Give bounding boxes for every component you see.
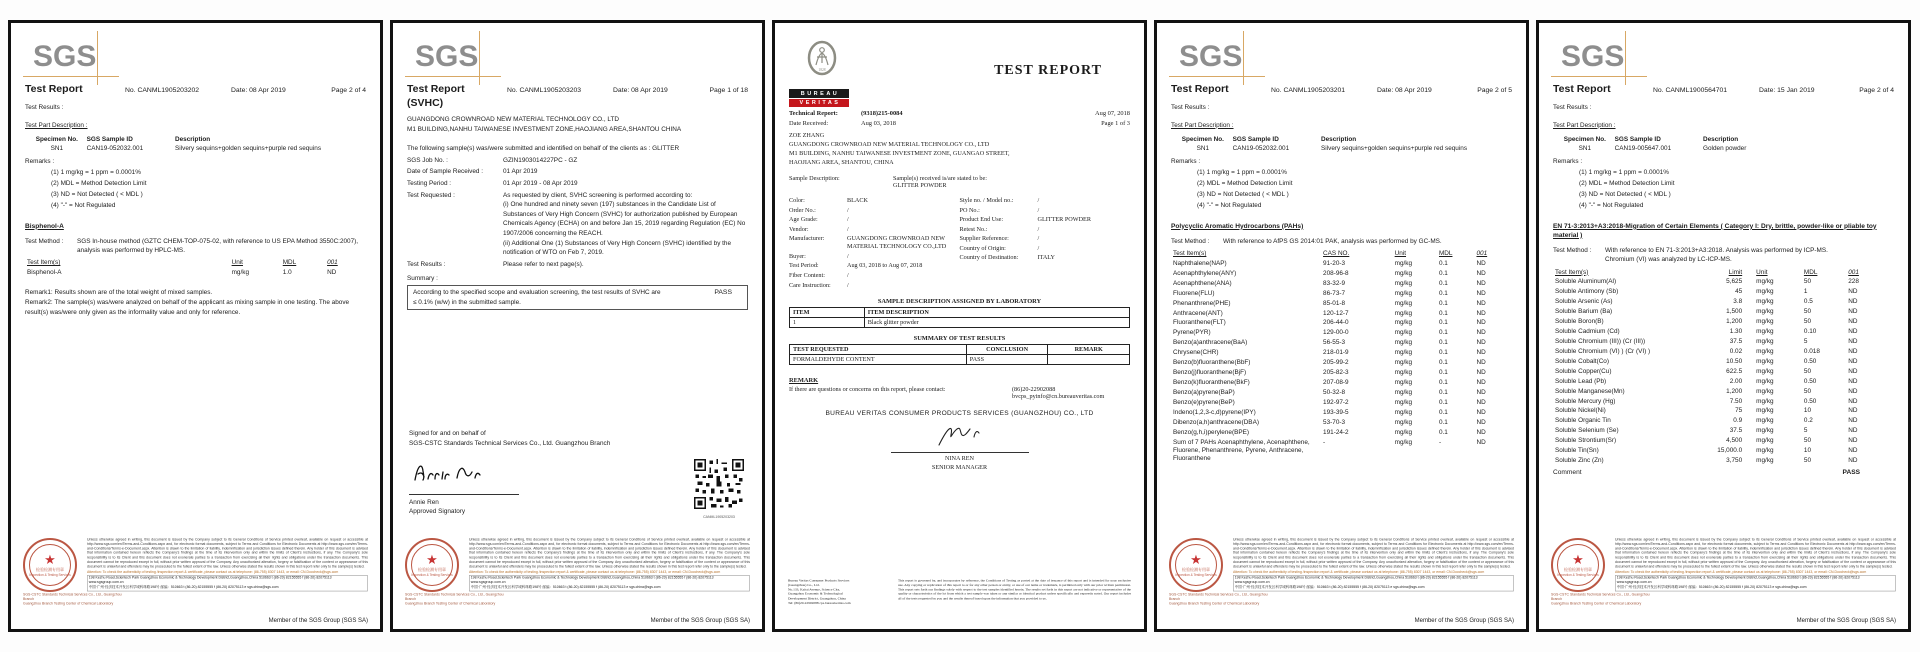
remark2: Remark2: The sample(s) was/were analyzed on behalf of the applicant as mixing sample in one testing. The above result(s) was/were only given as the informality value and only for reference. <box>25 298 350 316</box>
table-row: Color: BLACK <box>789 196 868 204</box>
sgs-footer <box>23 538 368 624</box>
disclaimer-text: Unless otherwise agreed in writing, this document is issued by the Company subject to its General Conditions of Service printed overleaf, available on request or accessible at http://www.sgs.com/en/Terms-and-Conditions.aspx and, for electronic format documents, subject to Terms and Conditions for Electronic Documents at http://www.sgs.com/en/Terms-and-Conditions/Terms-e-Document.aspx. Attention is drawn to the limitation of liability, indemnification and jurisdiction issues defined therein. Any holder of this document is advised that information contained hereon reflects the Company's findings at the time of its intervention only and within the limits of Client's instructions, if any. The Company's sole responsibility is to its Client and this document does not exonerate parties to a transaction from exercising all their rights and obligations under the transaction documents. This document cannot be reproduced except in full, without prior written approval of the Company. Any unauthorized alteration, forgery or falsification of the content or appearance of this document is unlawful and offenders may be prosecuted to the fullest extent of the law. Unless otherwise stated the results shown in this test report refer only to the sample(s) tested. <box>1615 537 1896 569</box>
pass-result: PASS <box>1842 469 1860 477</box>
summary-box: According to the specified scope and evaluation screening, the test results of SVHC are ≤ 0.1% (w/w) in the submitted sample. PASS <box>407 285 748 310</box>
report-header <box>407 83 748 95</box>
member-line: Member of the SGS Group (SGS SA) <box>1796 618 1896 624</box>
table-row: Benzo(k)fluoranthene(BkF) 207-08-9 mg/kg 0.1 ND <box>1173 379 1486 386</box>
bv-company-name: BUREAU VERITAS CONSUMER PRODUCTS SERVICES (GUANGZHOU) CO., LTD <box>825 410 1094 418</box>
summary-table: TEST REQUESTED CONCLUSION REMARK FORMALDEHYDE CONTENT PASS <box>789 344 1130 365</box>
sgs-logo: SGS <box>1179 37 1269 77</box>
table-row: Benzo(a)anthracene(BaA) 56-55-3 mg/kg 0.1 ND <box>1173 339 1486 347</box>
address-box <box>1233 575 1514 591</box>
logo-cross-line <box>1169 76 1265 77</box>
signatory-name: Annie Ren <box>409 498 439 506</box>
list-item: SGS-CSTC Standards Technical Services Co., Ltd., Guangzhou Branch <box>1551 592 1650 601</box>
table-row: Soluble Cadmium (Cd) 1.30 mg/kg 0.10 ND <box>1555 328 1858 336</box>
testing-period-row: Testing Period : 01 Apr 2019 - 08 Apr 2019 <box>407 180 578 188</box>
svg-text:1828: 1828 <box>818 68 826 72</box>
report-number: No. CANML1905203201 <box>1271 87 1346 94</box>
table-row: Indeno(1,2,3-c,d)pyrene(IPY) 193-39-5 mg/kg 0.1 ND <box>1173 408 1486 416</box>
table-row: Soluble Nickel(Ni) 75 mg/kg 10 ND <box>1555 407 1858 415</box>
list-item: Guangzhou Branch Testing Center of Chemical Laboratory <box>1169 601 1260 606</box>
test-method: Test Method : With reference to EN 71-3:2013+A3:2018. Analysis was performed by ICP-MS. Chromium (VI) was analyzed by LC-ICP-MS. <box>1553 247 1828 264</box>
bv-footer-address <box>788 579 894 606</box>
member-line: Member of the SGS Group (SGS SA) <box>268 618 368 624</box>
disclaimer-text: Unless otherwise agreed in writing, this document is issued by the Company subject to its General Conditions of Service printed overleaf, available on request or accessible at http://www.sgs.com/en/Terms-and-Conditions.aspx and, for electronic format documents, subject to Terms and Conditions for Electronic Documents at http://www.sgs.com/en/Terms-and-Conditions/Terms-e-Document.aspx. Attention is drawn to the limitation of liability, indemnification and jurisdiction issues defined therein. Any holder of this document is advised that information contained hereon reflects the Company's findings at the time of its intervention only and within the limits of Client's instructions, if any. The Company's sole responsibility is to its Client and this document does not exonerate parties to a transaction from exercising all their rights and obligations under the transaction documents. This document cannot be reproduced except in full, without prior written approval of the Company. Any unauthorized alteration, forgery or falsification of the content or appearance of this document is unlawful and offenders may be prosecuted to the fullest extent of the law. Unless otherwise stated the results shown in this test report refer only to the sample(s) tested. <box>87 537 368 569</box>
address-box <box>469 575 750 591</box>
remarks-list <box>25 167 366 212</box>
qr-code <box>694 459 744 519</box>
list-item: Development District, Guangzhou, China <box>788 597 846 601</box>
list-item: Bureau Veritas Consumer Products Services <box>788 579 850 583</box>
list-item: Guangzhou Economic & Technological <box>788 592 844 597</box>
summary-label: Summary : <box>407 274 438 282</box>
list-item: (3) ND = Not Detected ( < MDL ) <box>1579 191 1671 199</box>
remarks-label: Remarks : <box>1171 158 1201 166</box>
table-row: Dibenzo(a,h)anthracene(DBA) 53-70-3 mg/kg 0.1 ND <box>1173 418 1486 426</box>
sample-fields <box>789 197 1130 291</box>
table-row: Soluble Copper(Cu) 622.5 mg/kg 50 ND <box>1555 367 1858 375</box>
star-icon: ★ <box>1190 551 1202 567</box>
section-title: EN 71-3:2013+A3:2018-Migration of Certain Elements ( Category I: Dry, brittle, powder-like or pliable toy material ) <box>1553 222 1877 239</box>
page-indicator: Page 2 of 5 <box>1477 87 1512 94</box>
test-results-table: Test Item(s) Limit Unit MDL 001 Soluble Aluminum(Al) 5,625 mg/kg 50 228 Soluble Antimony (Sb) 45 mg/kg 1 ND Soluble Arsenic (As) 3.8 mg/kg 0.5 ND Soluble Barium (Ba) 1,500 mg/kg 50 ND Soluble Boron(B) 1,200 mg/kg 50 ND Soluble Cadmium (Cd) 1.30 mg/kg 0.10 ND Soluble Chromium (III)) (Cr (III)) 37.5 mg/kg 5 ND Soluble Chromium (VI) ) (Cr (VI) ) 0.02 mg/kg 0.018 ND Soluble Cobalt(Co) 10.50 mg/kg 0.50 ND Soluble Copper(Cu) 622.5 mg/kg 50 ND Soluble Lead (Pb) 2.00 mg/kg 0.50 ND Soluble Manganese(Mn) 1,200 mg/kg 50 ND Soluble Mercury (Hg) 7.50 mg/kg 0.50 ND Soluble Nickel(Ni) 75 mg/kg 10 ND Soluble Organic Tin 0.9 mg/kg 0.2 ND Soluble Selenium (Se) 37.5 mg/kg 5 ND Soluble Strontium(Sr) 4,500 mg/kg 50 ND Soluble Tin(Sn) 15,000.0 mg/kg 10 ND Soluble Zinc (Zn) 3,750 mg/kg 50 ND <box>1553 268 1894 467</box>
test-method: Test Method : SGS In-house method (GZTC CHEM-TOP-075-02, with reference to US EPA Method 3550C:2007), analysis was performed by HPLC-MS. <box>25 237 359 255</box>
bv-footer <box>788 579 1131 623</box>
table-row: Soluble Chromium (VI) ) (Cr (VI) ) 0.02 mg/kg 0.018 ND <box>1555 347 1858 355</box>
document-sgs-pahs-report <box>1154 20 1529 632</box>
logo-cross-line <box>1551 76 1647 77</box>
test-results-label: Test Results : <box>1171 104 1210 111</box>
contact-phone: (86)20-22902088 <box>1012 386 1056 394</box>
table-row: SN1 CAN19-052032.001 Silvery sequins+golden sequins+purple red sequins <box>1196 145 1468 153</box>
sgs-logo: SGS <box>33 37 123 77</box>
table-row: Anthracene(ANT) 120-12-7 mg/kg 0.1 ND <box>1173 309 1486 317</box>
attention-line: Attention: To check the authenticity of testing /inspection report & certificate, please contact us at telephone: (86-755) 8307 1443, or email: CN.Doccheck@sgs.com <box>1615 569 1867 574</box>
list-item: Guangzhou Branch Testing Center of Chemical Laboratory <box>1551 601 1642 606</box>
document-bureau-veritas-report <box>772 20 1147 632</box>
report-date: Date: 08 Apr 2019 <box>1377 87 1432 94</box>
table-row: Soluble Lead (Pb) 2.00 mg/kg 0.50 ND <box>1555 377 1858 385</box>
document-sgs-en71-report <box>1536 20 1911 632</box>
company-address: M1 BUILDING,NANHU TAIWANESE INVESTMENT ZONE,HAOJIANG AREA,SHANTOU CHINA <box>407 125 682 133</box>
list-item: SGS-CSTC Standards Technical Services Co., Ltd., Guangzhou Branch <box>405 592 504 601</box>
sample-fields-right <box>960 197 1131 264</box>
summary-table-title: SUMMARY OF TEST RESULTS <box>913 335 1006 343</box>
list-item: (3) ND = Not Detected ( < MDL ) <box>1197 191 1289 199</box>
report-header <box>1553 83 1894 95</box>
star-icon: ★ <box>1572 551 1584 567</box>
test-requested-row: Test Requested : As requested by client, SVHC screening is performed according to: (i) One hundred and ninety seven (197) substances in the Candidate List of Substances of Very High Concern (SVHC) for authorization published by European Chemicals Agency (ECHA) on and before Jan 15, 2019 regarding Regulation (EC) No 1907/2006 concerning the REACH. (ii) Additional One (1) Substances of Very High Concern (SVHC) identified by the notification of WTO on Feb 7, 2019. <box>407 191 748 258</box>
sgs-footer <box>1551 538 1896 624</box>
list-item: SGS-CSTC Standards Technical Services Co., Ltd., Guangzhou Branch <box>1169 592 1268 601</box>
table-row: Bisphenol-A mg/kg 1.0 ND <box>27 269 337 277</box>
test-results-table: Test Item(s) CAS NO. Unit MDL 001 Naphthalene(NAP) 91-20-3 mg/kg 0.1 ND Acenaphthylene(ANY) 208-96-8 mg/kg 0.1 ND Acenaphthene(ANA) 83-32-9 mg/kg 0.1 ND Fluorene(FLU) 86-73-7 mg/kg 0.1 ND Phenanthrene(PHE) 85-01-8 mg/kg 0.1 ND Anthracene(ANT) 120-12-7 mg/kg 0.1 ND Fluoranthene(FLT) 206-44-0 mg/kg 0.1 ND Pyrene(PYR) 129-00-0 mg/kg 0.1 ND Benzo(a)anthracene(BaA) 56-55-3 mg/kg 0.1 ND Chrysene(CHR) 218-01-9 mg/kg 0.1 ND Benzo(b)fluoranthene(BbF) 205-99-2 mg/kg 0.1 ND Benzo(j)fluoranthene(BjF) 205-82-3 mg/kg 0.1 ND Benzo(k)fluoranthene(BkF) 207-08-9 mg/kg 0.1 ND Benzo(a)pyrene(BaP) 50-32-8 mg/kg 0.1 ND Benzo(e)pyrene(BeP) 192-97-2 mg/kg 0.1 ND Indeno(1,2,3-c,d)pyrene(IPY) 193-39-5 mg/kg 0.1 ND Dibenzo(a,h)anthracene(DBA) 53-70-3 mg/kg 0.1 ND Benzo(g,h,i)perylene(BPE) 191-24-2 mg/kg 0.1 ND Sum of 7 PAHs Acenaphthylene, Acenaphthene, Fluorene, Phenanthrene, Pyrene, Anthracene, Fluoranthene - mg/kg - ND <box>1171 249 1512 464</box>
sgs-footer <box>1169 538 1514 624</box>
bureau-veritas-logo <box>789 39 855 107</box>
table-row: Order No.: / <box>789 206 849 214</box>
table-row: Supplier Reference: / <box>959 235 1040 243</box>
comment-row <box>1553 469 1894 476</box>
remarks-list <box>1171 167 1512 212</box>
report-number: No. CANML1905203203 <box>507 87 582 94</box>
report-title: Test Report <box>407 83 465 95</box>
remarks-label: Remarks : <box>25 158 55 166</box>
list-item: SGS-CSTC Standards Technical Services Co., Ltd., Guangzhou Branch <box>23 592 122 601</box>
date-received-row: Date Received: Aug 03, 2018 Page 1 of 3 <box>789 120 1130 127</box>
table-row: PO No.: / <box>959 206 1040 214</box>
report-title: Test Report <box>1553 83 1611 95</box>
signatory-title: SENIOR MANAGER <box>931 464 988 472</box>
signature-line <box>409 494 519 495</box>
table-row: Soluble Selenium (Se) 37.5 mg/kg 5 ND <box>1555 427 1858 435</box>
part-description-label: Test Part Description : <box>1553 121 1616 129</box>
table-row: Test Period: Aug 03, 2018 to Aug 07, 2018 <box>789 262 923 270</box>
table-row: Soluble Mercury (Hg) 7.50 mg/kg 0.50 ND <box>1555 397 1858 405</box>
bureau-wordmark: BUREAU <box>789 89 849 98</box>
list-item: (4) "-" = Not Regulated <box>51 202 116 210</box>
table-row: Fluoranthene(FLT) 206-44-0 mg/kg 0.1 ND <box>1173 319 1486 327</box>
client-address-block: ZOE ZHANG GUANGDONG CROWNROAD NEW MATERIAL TECHNOLOGY CO., LTD M1 BUILDING, NANHU TAIWANESE INVESTMENT ZONE, GUANGAO STREET, HAOJIANG AREA, SHANTOU, CHINA <box>789 132 1130 168</box>
address-en: 198 Kezhu Road,Scientech Park Guangzhou Economic & Technology Development District,Guangzhou,China 510663 t (86-20) 82155555 f (86-20) 82075113 www.sgsgroup.com.cn <box>88 576 332 585</box>
report-date: Aug 07, 2018 <box>1095 110 1130 117</box>
signatory-name: NINA REN <box>944 455 975 463</box>
page-indicator: Page 2 of 4 <box>331 87 366 94</box>
list-item: (i) One hundred and ninety seven (197) substances in the Candidate List of Substances of Very High Concern (SVHC) for authorization published by European Chemicals Agency (ECHA) on and before Jan 15, 2019 regarding Regulation (EC) No 1907/2006 concerning the REACH. <box>503 201 746 238</box>
address-en: 198 Kezhu Road,Scientech Park Guangzhou Economic & Technology Development District,Guangzhou,China 510663 t (86-20) 82155555 f (86-20) 82075113 www.sgsgroup.com.cn <box>1616 576 1860 585</box>
page-indicator: Page 1 of 3 <box>1101 120 1130 127</box>
table-row: Benzo(j)fluoranthene(BjF) 205-82-3 mg/kg 0.1 ND <box>1173 369 1486 377</box>
section-title: Bisphenol-A <box>25 222 64 230</box>
sgs-logo: SGS <box>415 37 505 77</box>
table-row: Manufacturer: GUANGDONG CROWNROAD NEW MATERIAL TECHNOLOGY CO.,LTD <box>789 235 947 251</box>
table-row: Chrysene(CHR) 218-01-9 mg/kg 0.1 ND <box>1173 349 1486 357</box>
table-row: FORMALDEHYDE CONTENT PASS <box>790 355 1130 365</box>
table-row: 1 Black glitter powder <box>790 318 1130 328</box>
table-row: Soluble Barium (Ba) 1,500 mg/kg 50 ND <box>1555 308 1858 316</box>
lab-sample-table: ITEM ITEM DESCRIPTION 1 Black glitter powder <box>789 307 1130 328</box>
table-row: Product End Use: GLITTER POWDER <box>959 216 1091 224</box>
address-cn: 中国·广州·经济技术开发区科学城科珠路198号 邮编：510663 t (86-20) 82155555 f (86-20) 82075113 e sgs.china@sgs.com <box>470 585 661 589</box>
signature-nina-ren <box>925 421 995 447</box>
bv-footer-disclaimer: This report is governed by, and incorporates by reference, the Conditions of Testing as posted at the date of issuance of this report and is intended for your exclusive use. Any copying or replication of this report to or for any other person or entity, or use of our name or trademark, is permitted only with our prior written permission. This report sets forth our findings solely with respect to the test samples identified herein. The results set forth in this report are not indicative or representative of the quality or characteristics of the lot from which a test sample was taken or any similar or identical product unless specifically and expressly noted. Our report includes all of the tests requested by you and the results thereof based upon the information that you provided to us. <box>898 579 1131 601</box>
list-item: (2) MDL = Method Detection Limit <box>51 180 147 188</box>
logo-cross-line <box>405 76 501 77</box>
test-results-label: Test Results : <box>1553 104 1592 111</box>
remark-row: If there are questions or concerns on this report, please contact: (86)20-22902088 bvcps_pyinfo@cn.bureauveritas.com <box>789 386 1130 400</box>
list-item: (1) 1 mg/kg = 1 ppm = 0.0001% <box>1197 168 1287 176</box>
report-number: No. CANML1900564701 <box>1653 87 1728 94</box>
attention-line: Attention: To check the authenticity of testing /inspection report & certificate, please contact us at telephone: (86-755) 8307 1443, or email: CN.Doccheck@sgs.com <box>87 569 339 574</box>
table-row: Soluble Cobalt(Co) 10.50 mg/kg 0.50 ND <box>1555 357 1858 365</box>
sgs-stamp-seal: ★ 检验检测专用章 Inspection & Testing Services SGS-CSTC Standards Technical Services Co., Ltd., Guangzhou Branch Guangzhou Branch Testing Center of Chemical Laboratory <box>1551 538 1615 616</box>
remark1: Remark1: Results shown are of the total weight of mixed samples. <box>25 289 213 297</box>
table-row: Soluble Tin(Sn) 15,000.0 mg/kg 10 ND <box>1555 447 1858 455</box>
sample-received-row: Date of Sample Received : 01 Apr 2019 <box>407 168 538 176</box>
table-row: SN1 CAN19-005647.001 Golden powder <box>1578 145 1747 153</box>
list-item: (4) "-" = Not Regulated <box>1197 202 1262 210</box>
stamp-caption <box>1551 593 1661 607</box>
logo-cross-line <box>23 76 119 77</box>
specimen-table: Specimen No. SGS Sample ID Description SN1 CAN19-052032.001 Silvery sequins+golden sequins+purple red sequins <box>1175 135 1502 153</box>
sgs-stamp-seal: ★ 检验检测专用章 Inspection & Testing Services SGS-CSTC Standards Technical Services Co., Ltd., Guangzhou Branch Guangzhou Branch Testing Center of Chemical Laboratory <box>23 538 87 616</box>
report-header <box>25 83 366 95</box>
list-item: (Guangzhou) Co., Ltd. <box>788 583 820 588</box>
table-row: Country of Destination: ITALY <box>959 254 1055 262</box>
remarks-list <box>1553 167 1894 212</box>
test-results-table: Test Item(s) Unit MDL 001 Bisphenol-A mg/kg 1.0 ND <box>25 258 366 278</box>
table-row: Benzo(b)fluoranthene(BbF) 205-99-2 mg/kg 0.1 ND <box>1173 359 1486 367</box>
pass-result: PASS <box>714 289 732 297</box>
table-row: Benzo(a)pyrene(BaP) 50-32-8 mg/kg 0.1 ND <box>1173 388 1486 396</box>
bv-header <box>789 39 1130 107</box>
list-item: No.133, Kaitai Avenue, Science City, <box>788 588 840 592</box>
document-sgs-bisphenol-report <box>8 20 383 632</box>
document-sgs-svhc-report <box>390 20 765 632</box>
list-item: (1) 1 mg/kg = 1 ppm = 0.0001% <box>1579 168 1669 176</box>
list-item: (4) "-" = Not Regulated <box>1579 202 1644 210</box>
list-item: Guangzhou Branch Testing Center of Chemical Laboratory <box>23 601 114 606</box>
attention-line: Attention: To check the authenticity of testing /inspection report & certificate, please contact us at telephone: (86-755) 8307 1443, or email: CN.Doccheck@sgs.com <box>1233 569 1485 574</box>
address-en: 198 Kezhu Road,Scientech Park Guangzhou Economic & Technology Development District,Guangzhou,China 510663 t (86-20) 82155555 f (86-20) 82075113 www.sgsgroup.com.cn <box>1234 576 1478 585</box>
list-item: (ii) Additional One (1) Substances of Very High Concern (SVHC) identified by the notification of WTO on Feb 7, 2019. <box>503 239 732 257</box>
table-row: Soluble Zinc (Zn) 3,750 mg/kg 50 ND <box>1555 457 1858 465</box>
list-item: (3) ND = Not Detected ( < MDL ) <box>51 191 143 199</box>
address-box <box>87 575 368 591</box>
sgs-footer <box>405 538 750 624</box>
member-line: Member of the SGS Group (SGS SA) <box>650 618 750 624</box>
table-row: Care Instruction: / <box>789 281 849 289</box>
table-row: Vendor: / <box>789 225 849 233</box>
table-row: Fiber Content: / <box>789 271 849 279</box>
report-title: TEST REPORT <box>994 63 1102 78</box>
report-subtitle: (SVHC) <box>407 97 444 109</box>
table-row: Soluble Aluminum(Al) 5,625 mg/kg 50 228 <box>1555 278 1859 286</box>
address-cn: 中国·广州·经济技术开发区科学城科珠路198号 邮编：510663 t (86-20) 82155555 f (86-20) 82075113 e sgs.china@sgs.com <box>1616 585 1807 589</box>
report-title: Test Report <box>25 83 83 95</box>
list-item: Tel: (86)20-22902088 cps.bureauveritas.com <box>788 601 851 606</box>
table-row: Buyer: / <box>789 252 849 260</box>
signature-line <box>891 452 1029 453</box>
company-name: GUANGDONG CROWNROAD NEW MATERIAL TECHNOLOGY CO., LTD <box>407 116 619 123</box>
table-row: Soluble Chromium (III)) (Cr (III)) 37.5 mg/kg 5 ND <box>1555 337 1858 345</box>
table-row: Pyrene(PYR) 129-00-0 mg/kg 0.1 ND <box>1173 329 1486 337</box>
specimen-table: Specimen No. SGS Sample ID Description SN1 CAN19-052032.001 Silvery sequins+golden sequins+purple red sequins <box>29 135 356 153</box>
technical-report-number: (9318)215-0084 <box>861 110 903 117</box>
test-results-row: Test Results : Please refer to next page(s). <box>407 260 584 268</box>
remarks-label: Remarks : <box>1553 158 1583 166</box>
part-description-label: Test Part Description : <box>1171 121 1234 129</box>
report-date: Date: 15 Jan 2019 <box>1759 87 1815 94</box>
table-row: Acenaphthene(ANA) 83-32-9 mg/kg 0.1 ND <box>1173 279 1486 287</box>
report-title: Test Report <box>1171 83 1229 95</box>
signatory-title: Approved Signatory <box>409 508 466 516</box>
page-indicator: Page 2 of 4 <box>1859 87 1894 94</box>
remark-title: REMARK <box>789 377 819 385</box>
table-row: Phenanthrene(PHE) 85-01-8 mg/kg 0.1 ND <box>1173 299 1486 307</box>
qr-caption: CANML1905203203 <box>703 515 735 519</box>
contact-name: ZOE ZHANG <box>789 132 825 139</box>
specimen-table: Specimen No. SGS Sample ID Description SN1 CAN19-005647.001 Golden powder <box>1557 135 1884 153</box>
table-row: Benzo(e)pyrene(BeP) 192-97-2 mg/kg 0.1 ND <box>1173 398 1486 406</box>
attention-line: Attention: To check the authenticity of testing /inspection report & certificate, please contact us at telephone: (86-755) 8307 1443, or email: CN.Doccheck@sgs.com <box>469 569 721 574</box>
contact-email: bvcps_pyinfo@cn.bureauveritas.com <box>1012 393 1105 401</box>
technical-report-row: Technical Report: (9318)215-0084 Aug 07, 2018 <box>789 110 1130 117</box>
list-item: (1) 1 mg/kg = 1 ppm = 0.0001% <box>51 168 141 176</box>
table-row: Soluble Manganese(Mn) 1,200 mg/kg 50 ND <box>1555 387 1858 395</box>
sgs-logo: SGS <box>1561 37 1651 77</box>
veritas-wordmark: VERITAS <box>789 99 849 108</box>
address-box <box>1615 575 1896 591</box>
stamp-caption <box>23 593 133 607</box>
signature-block <box>885 421 1035 471</box>
table-row: Style no. / Model no.: / <box>959 196 1040 204</box>
member-line: Member of the SGS Group (SGS SA) <box>1414 618 1514 624</box>
star-icon: ★ <box>426 551 438 567</box>
sgs-stamp-seal: ★ 检验检测专用章 Inspection & Testing Services SGS-CSTC Standards Technical Services Co., Ltd., Guangzhou Branch Guangzhou Branch Testing Center of Chemical Laboratory <box>405 538 469 616</box>
comment-label: Comment <box>1553 469 1582 477</box>
job-no-row: SGS Job No. : GZIN1903014227PC - GZ <box>407 156 578 164</box>
test-results-label: Test Results : <box>25 104 64 111</box>
table-row: Sum of 7 PAHs Acenaphthylene, Acenaphthene, Fluorene, Phenanthrene, Pyrene, Anthracene, Fluoranthene - mg/kg - ND <box>1173 438 1486 463</box>
sample-fields-left <box>789 197 960 291</box>
table-row: Age Grade: / <box>789 216 849 224</box>
table-row: Soluble Boron(B) 1,200 mg/kg 50 ND <box>1555 318 1858 326</box>
section-title: Polycyclic Aromatic Hydrocarbons (PAHs) <box>1171 222 1304 230</box>
test-requested-text <box>503 191 748 258</box>
signature-annie-ren <box>409 458 491 488</box>
sgs-stamp-seal: ★ 检验检测专用章 Inspection & Testing Services SGS-CSTC Standards Technical Services Co., Ltd., Guangzhou Branch Guangzhou Branch Testing Center of Chemical Laboratory <box>1169 538 1233 616</box>
star-icon: ★ <box>44 551 56 567</box>
report-number: No. CANML1905203202 <box>125 87 200 94</box>
report-date: Date: 08 Apr 2019 <box>231 87 286 94</box>
table-row: Retest No.: / <box>959 225 1040 233</box>
table-row: Naphthalene(NAP) 91-20-3 mg/kg 0.1 ND <box>1173 259 1486 267</box>
part-description-label: Test Part Description : <box>25 121 88 129</box>
address-en: 198 Kezhu Road,Scientech Park Guangzhou Economic & Technology Development District,Guangzhou,China 510663 t (86-20) 82155555 f (86-20) 82075113 www.sgsgroup.com.cn <box>470 576 714 585</box>
table-row: Soluble Arsenic (As) 3.8 mg/kg 0.5 ND <box>1555 298 1858 306</box>
report-date: Date: 08 Apr 2019 <box>613 87 668 94</box>
table-row: Soluble Antimony (Sb) 45 mg/kg 1 ND <box>1555 288 1858 296</box>
table-row: Soluble Strontium(Sr) 4,500 mg/kg 50 ND <box>1555 437 1858 445</box>
report-header <box>1171 83 1512 95</box>
table-row: Acenaphthylene(ANY) 208-96-8 mg/kg 0.1 ND <box>1173 269 1486 277</box>
disclaimer-text: Unless otherwise agreed in writing, this document is issued by the Company subject to its General Conditions of Service printed overleaf, available on request or accessible at http://www.sgs.com/en/Terms-and-Conditions.aspx and, for electronic format documents, subject to Terms and Conditions for Electronic Documents at http://www.sgs.com/en/Terms-and-Conditions/Terms-e-Document.aspx. Attention is drawn to the limitation of liability, indemnification and jurisdiction issues defined therein. Any holder of this document is advised that information contained hereon reflects the Company's findings at the time of its intervention only and within the limits of Client's instructions, if any. The Company's sole responsibility is to its Client and this document does not exonerate parties to a transaction from exercising all their rights and obligations under the transaction documents. This document cannot be reproduced except in full, without prior written approval of the Company. Any unauthorized alteration, forgery or falsification of the content or appearance of this document is unlawful and offenders may be prosecuted to the fullest extent of the law. Unless otherwise stated the results shown in this test report refer only to the sample(s) tested. <box>1233 537 1514 569</box>
stamp-caption <box>405 593 515 607</box>
address-cn: 中国·广州·经济技术开发区科学城科珠路198号 邮编：510663 t (86-20) 82155555 f (86-20) 82075113 e sgs.china@sgs.com <box>88 585 279 589</box>
list-item: As requested by client, SVHC screening is performed according to: <box>503 191 693 199</box>
table-row: Soluble Organic Tin 0.9 mg/kg 0.2 ND <box>1555 417 1858 425</box>
page-indicator: Page 1 of 18 <box>709 87 748 94</box>
signature-block: Signed for and on behalf of SGS-CSTC Standards Technical Services Co., Ltd. Guangzhou Branch Annie Ren Approved Signatory <box>409 429 611 516</box>
lab-table-title: SAMPLE DESCRIPTION ASSIGNED BY LABORATORY <box>877 298 1042 306</box>
list-item: Guangzhou Branch Testing Center of Chemical Laboratory <box>405 601 496 606</box>
table-row: Benzo(g,h,i)perylene(BPE) 191-24-2 mg/kg 0.1 ND <box>1173 428 1486 436</box>
test-method: Test Method : With reference to AfPS GS 2014:01 PAK, analysis was performed by GC-MS. <box>1171 237 1442 245</box>
address-cn: 中国·广州·经济技术开发区科学城科珠路198号 邮编：510663 t (86-20) 82155555 f (86-20) 82075113 e sgs.china@sgs.com <box>1234 585 1425 589</box>
disclaimer-text: Unless otherwise agreed in writing, this document is issued by the Company subject to its General Conditions of Service printed overleaf, available on request or accessible at http://www.sgs.com/en/Terms-and-Conditions.aspx and, for electronic format documents, subject to Terms and Conditions for Electronic Documents at http://www.sgs.com/en/Terms-and-Conditions/Terms-e-Document.aspx. Attention is drawn to the limitation of liability, indemnification and jurisdiction issues defined therein. Any holder of this document is advised that information contained hereon reflects the Company's findings at the time of its intervention only and within the limits of Client's instructions, if any. The Company's sole responsibility is to its Client and this document does not exonerate parties to a transaction from exercising all their rights and obligations under the transaction documents. This document cannot be reproduced except in full, without prior written approval of the Company. Any unauthorized alteration, forgery or falsification of the content or appearance of this document is unlawful and offenders may be prosecuted to the fullest extent of the law. Unless otherwise stated the results shown in this test report refer only to the sample(s) tested. <box>469 537 750 569</box>
table-row: Country of Origin: / <box>959 244 1040 252</box>
table-row: Fluorene(FLU) 86-73-7 mg/kg 0.1 ND <box>1173 289 1486 297</box>
list-item: (2) MDL = Method Detection Limit <box>1197 180 1293 188</box>
list-item: (2) MDL = Method Detection Limit <box>1579 180 1675 188</box>
bv-emblem-icon <box>802 39 842 83</box>
sample-description-row: Sample Description: Sample(s) received is/are stated to be: GLITTER POWDER <box>789 174 987 189</box>
table-row: SN1 CAN19-052032.001 Silvery sequins+golden sequins+purple red sequins <box>50 145 322 153</box>
intro-line: The following sample(s) was/were submitted and identified on behalf of the clients as : GLITTER <box>407 145 680 153</box>
stamp-caption <box>1169 593 1279 607</box>
